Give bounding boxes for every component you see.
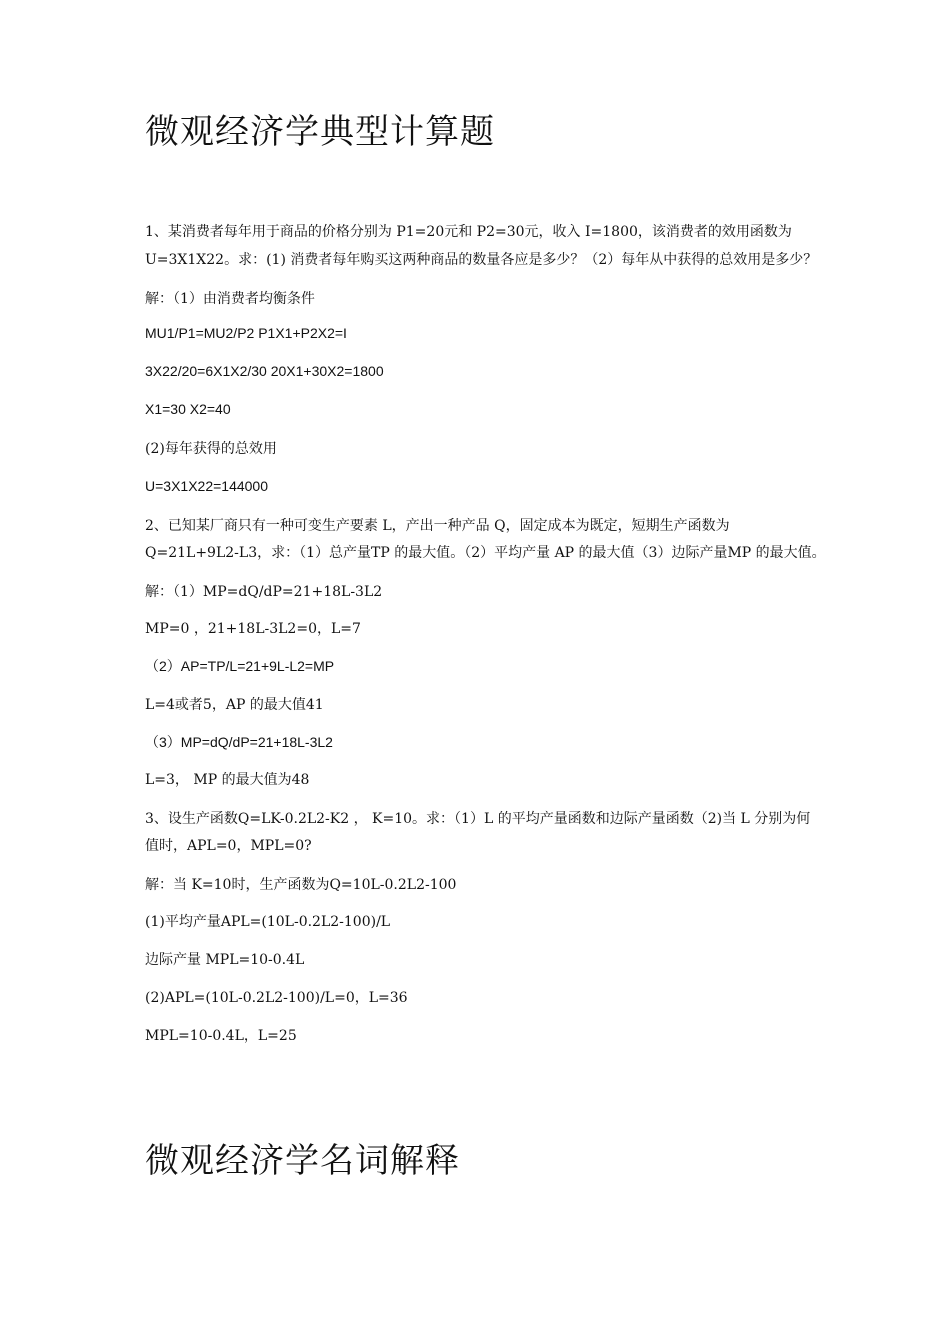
solution-1-intro: 解：（1）由消费者均衡条件 bbox=[145, 291, 315, 307]
solution-1-equation-2: 3X22/20=6X1X2/30 20X1+30X2=1800 bbox=[145, 363, 384, 379]
question-1-line-2: U=3X1X22。求：(1) 消费者每年购买这两种商品的数量各应是多少？（2）每年从中获得的总效用是多少？ bbox=[145, 252, 818, 268]
solution-3-equation-1: (1)平均产量APL=(10L-0.2L2-100)/L bbox=[145, 914, 391, 930]
solution-2-equation-2: （2）AP=TP/L=21+9L-L2=MP bbox=[145, 658, 335, 674]
solution-3-equation-2: 边际产量 MPL=10-0.4L bbox=[145, 952, 305, 968]
solution-3-intro: 解：当 K=10时，生产函数为Q=10L-0.2L2-100 bbox=[145, 877, 457, 893]
solution-2-equation-1: MP=0 ，21+18L-3L2=0，L=7 bbox=[145, 621, 361, 637]
solution-2-equation-5: L=3， MP 的最大值为48 bbox=[145, 772, 310, 788]
solution-1-equation-1: MU1/P1=MU2/P2 P1X1+P2X2=I bbox=[145, 325, 347, 341]
question-2-line-1: 2、已知某厂商只有一种可变生产要素 L，产出一种产品 Q，固定成本为既定，短期生产函数为 bbox=[145, 518, 730, 534]
solution-1-equation-3: X1=30 X2=40 bbox=[145, 401, 231, 417]
section-title-definitions: 微观经济学名词解释 bbox=[145, 1141, 460, 1181]
solution-1-part-2: (2)每年获得的总效用 bbox=[145, 441, 277, 457]
solution-3-equation-3: (2)APL=(10L-0.2L2-100)/L=0，L=36 bbox=[145, 990, 408, 1006]
solution-3-equation-4: MPL=10-0.4L，L=25 bbox=[145, 1028, 297, 1044]
solution-2-equation-3: L=4或者5，AP 的最大值41 bbox=[145, 697, 324, 713]
solution-1-equation-4: U=3X1X22=144000 bbox=[145, 478, 268, 494]
section-title-calculations: 微观经济学典型计算题 bbox=[145, 112, 495, 152]
question-3-line-1: 3、设生产函数Q=LK-0.2L2-K2 ， K=10。求：（1）L 的平均产量函数和边际产量函数（2)当 L 分别为何 bbox=[145, 811, 811, 827]
question-3-line-2: 值时，APL=0，MPL=0? bbox=[145, 838, 312, 854]
question-2-line-2: Q=21L+9L2-L3，求：（1）总产量TP 的最大值。（2）平均产量 AP 的最大值（3）边际产量MP 的最大值。 bbox=[145, 545, 826, 561]
solution-2-intro: 解：（1）MP=dQ/dP=21+18L-3L2 bbox=[145, 584, 383, 600]
question-1-line-1: 1、某消费者每年用于商品的价格分别为 P1=20元和 P2=30元，收入 I=1800，该消费者的效用函数为 bbox=[145, 224, 792, 240]
solution-2-equation-4: （3）MP=dQ/dP=21+18L-3L2 bbox=[145, 734, 333, 750]
